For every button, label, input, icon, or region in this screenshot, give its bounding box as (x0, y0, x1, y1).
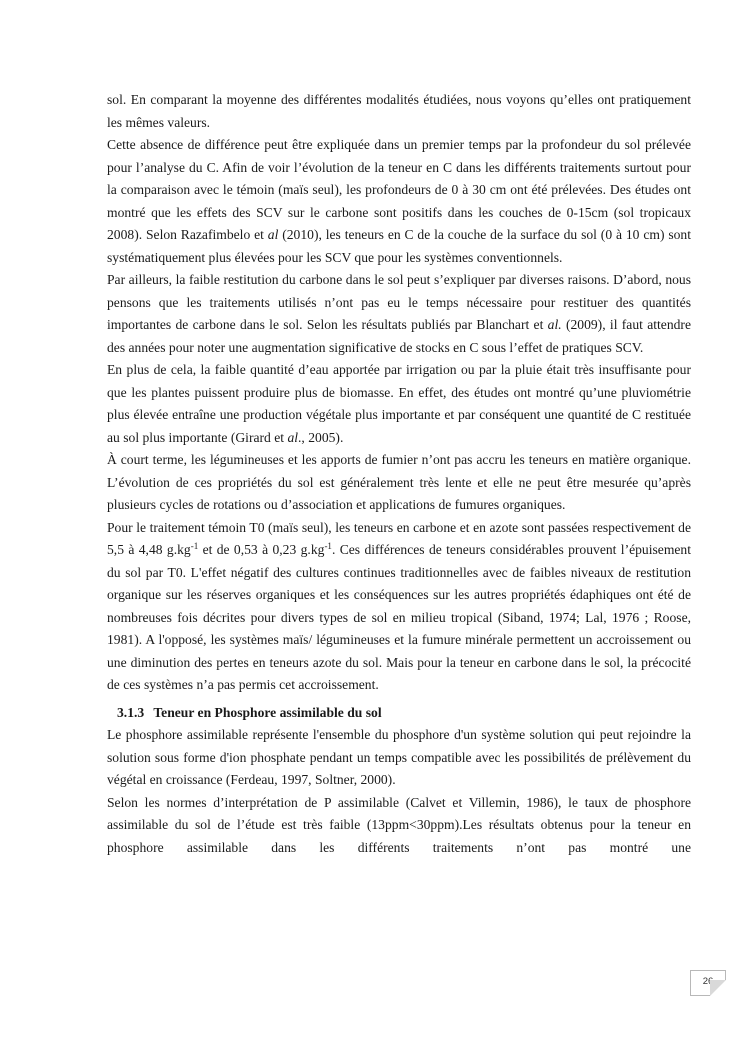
section-paragraph-2: Selon les normes d’interprétation de P assimilable (Calvet et Villemin, 1986), le taux de phosphore assimilable du sol de l’étude est très faible (13ppm<30ppm).Les résultats obtenus pour la teneur en phosphore assimilable dans les différents traitements n’ont pas montré une (107, 794, 691, 855)
text-run: . Ces différences de teneurs considérables prouvent l’épuisement du sol par T0. L'effet négatif des cultures continues traditionnelles avec de faibles niveaux de restitution organique sur les réserves organiques et les conséquences sur les autres propriétés édaphiques ont été de nombreuses fois décrites pour divers types de sol en milieu tropical (Siband, 1974; Lal, 1976 ; Roose, 1981). A l'opposé, les systèmes maïs/ légumineuses et la fumure minérale permettent un accroissement ou une diminution des pertes en teneurs azote du sol. Mais pour la teneur en carbone dans le sol, la précocité de ces systèmes n’a pas permis cet accroissement. (107, 542, 692, 692)
document-body (107, 89, 691, 859)
section-title: Teneur en Phosphore assimilable du sol (153, 704, 382, 720)
paragraph-4 (107, 359, 691, 449)
section-heading (117, 702, 691, 725)
italic-text: al. (547, 317, 562, 332)
paragraph-1: sol. En comparant la moyenne des différentes modalités étudiées, nous voyons qu’elles ont pratiquement les mêmes valeurs. (107, 92, 691, 130)
text-run: Pour le traitement témoin T0 (maïs seul), les teneurs en carbone et en azote sont passées respectivement de 5,5 à 4,48 g.kg (107, 519, 691, 557)
text-run: (2009), il faut attendre des années pour noter une augmentation significative de stocks en C sous l’effet de pratiques SCV. (107, 317, 691, 355)
page-number-box (690, 970, 726, 996)
italic-text: al (287, 429, 299, 445)
page-curl-icon (710, 980, 726, 996)
section-paragraph-1: Le phosphore assimilable représente l'ensemble du phosphore d'un système solution qui peut rejoindre la solution sous forme d'ion phosphate pendant un temps compatible avec les possibilités de prélèvement du végétal en croissance (Ferdeau, 1997, Soltner, 2000). (107, 727, 691, 787)
text-run: Par ailleurs, la faible restitution du carbone dans le sol peut s’expliquer par diverses raisons. D’abord, nous pensons que les traitements utilisés n’ont pas eu le temps nécessaire pour restituer des quantités importantes de carbone dans le sol. Selon les résultats publiés par Blanchart et (107, 272, 691, 332)
text-run: ., 2005). (298, 429, 344, 445)
paragraph-6 (107, 517, 691, 697)
paragraph-5: À court terme, les légumineuses et les apports de fumier n’ont pas accru les teneurs en matière organique. L’évolution de ces propriétés du sol est généralement très lente et elle ne peut être mesurée qu’après plusieurs cycles de rotations ou d’association et applications de fumures organiques. (107, 452, 691, 512)
superscript: -1 (324, 541, 332, 551)
text-run: En plus de cela, la faible quantité d’eau apportée par irrigation ou par la pluie était très insuffisante pour que les plantes puissent produire plus de biomasse. En effet, des études ont montré qu’une pluviométrie plus élevée entraîne une production végétale plus importante et par conséquent une quantité de C restituée au sol plus importante (Girard et (107, 362, 691, 445)
italic-text: al (267, 227, 279, 242)
text-run: (2010), les teneurs en C de la couche de la surface du sol (0 à 10 cm) sont systématiquement plus élevées pour les SCV que pour les systèmes conventionnels. (107, 227, 691, 265)
section-number: 3.1.3 (117, 704, 145, 720)
text-run: et de 0,53 à 0,23 g.kg (198, 542, 325, 557)
superscript: -1 (190, 541, 199, 551)
paragraph-3 (107, 269, 691, 359)
page-number: 26 (702, 976, 714, 987)
paragraph-2 (107, 134, 691, 269)
text-run: Cette absence de différence peut être expliquée dans un premier temps par la profondeur du sol prélevée pour l’analyse du C. Afin de voir l’évolution de la teneur en C dans les différents traitements surtout pour la comparaison avec le témoin (maïs seul), les profondeurs de 0 à 30 cm ont été prélevées. Des études ont montré que les effets des SCV sur le carbone sont positifs dans les couches de 0-15cm (sol tropicaux 2008). Selon Razafimbelo et (107, 137, 691, 242)
